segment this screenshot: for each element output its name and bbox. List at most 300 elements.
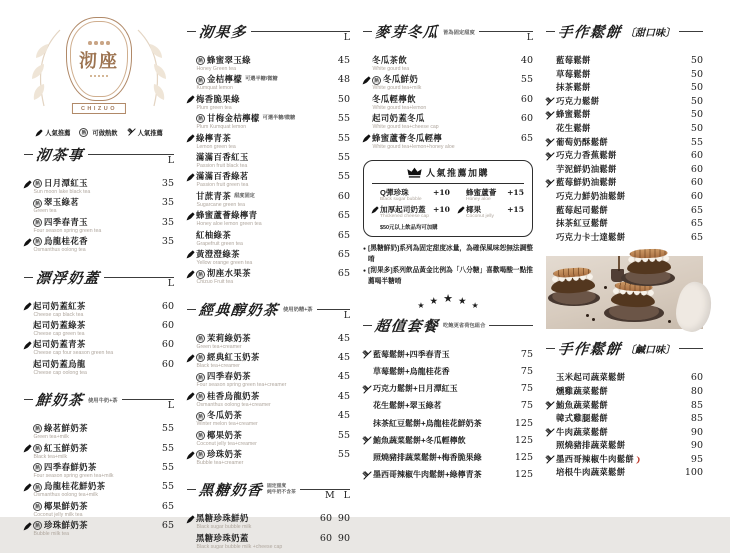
item-name-en: Sun moon lake black tea bbox=[33, 189, 91, 195]
popular-pen-icon bbox=[186, 95, 195, 104]
item-name-en: Cheese cap oolong tea bbox=[33, 369, 87, 376]
spicy-icon bbox=[635, 455, 641, 464]
menu-item bbox=[546, 124, 703, 133]
addon-name-en: Honey aloe bbox=[465, 196, 491, 202]
legend-popular-fork: 人氣推薦 bbox=[127, 128, 163, 137]
flavor-label: 〔甜口味〕 bbox=[625, 28, 675, 39]
item-name: 照燒豬排蔬菜鬆餅 bbox=[556, 440, 626, 451]
item-price: 65 bbox=[161, 500, 174, 512]
section-tea bbox=[24, 139, 174, 257]
item-name: 藍莓鮮奶油鬆餅 bbox=[556, 177, 617, 188]
popular-pen-icon bbox=[23, 302, 32, 311]
menu-item bbox=[187, 514, 350, 530]
item-name-en: White gourd tea+milk bbox=[372, 85, 422, 92]
menu-item bbox=[187, 431, 350, 447]
popular-pen-icon bbox=[186, 250, 195, 259]
menu-item bbox=[24, 179, 174, 195]
item-price: 55 bbox=[161, 423, 174, 435]
item-name: 金桔檸檬 bbox=[207, 74, 243, 85]
item-name: 鮪魚蔬菜鬆餅+冬瓜輕檸飲 bbox=[373, 435, 466, 445]
popular-pen-icon bbox=[186, 451, 195, 460]
hot-available-icon: 熱 bbox=[196, 270, 205, 279]
item-name-en: Cheese cap black tea bbox=[33, 311, 84, 318]
item-note: 甜度固定 bbox=[234, 192, 255, 199]
item-name: 茉莉綠奶茶 bbox=[207, 332, 251, 343]
item-name: 黑糖珍珠奶蓋 bbox=[196, 532, 249, 543]
item-price: 80 bbox=[690, 385, 703, 397]
hot-available-icon: 熱 bbox=[196, 392, 205, 401]
item-name: 經典紅玉奶茶 bbox=[207, 352, 260, 363]
menu-item bbox=[187, 534, 350, 550]
item-name-en: Cheese cap four season green tea bbox=[33, 350, 114, 357]
item-name-en: Coconut jelly tea+creamer bbox=[196, 440, 257, 447]
item-name: 紅玉鮮奶茶 bbox=[44, 442, 88, 453]
menu-item bbox=[187, 353, 350, 369]
size-label: L bbox=[167, 155, 174, 166]
item-name: 藍莓鬆餅 bbox=[556, 55, 591, 65]
item-name: 草莓鬆餅+烏龍桂花香 bbox=[373, 367, 450, 377]
hot-available-icon: 熱 bbox=[79, 128, 88, 137]
menu-item bbox=[187, 334, 350, 350]
menu-item bbox=[24, 502, 174, 518]
addon-item bbox=[458, 188, 524, 205]
popular-pen-icon bbox=[186, 270, 195, 279]
popular-pen-icon bbox=[23, 238, 32, 247]
hot-available-icon: 熱 bbox=[196, 431, 205, 440]
section-title: 經典醇奶茶 bbox=[198, 301, 280, 319]
item-name: 巧克力鮮奶油鬆餅 bbox=[556, 190, 626, 201]
item-name-en: Sugarcane green tea bbox=[196, 201, 245, 208]
item-price: 65 bbox=[161, 520, 174, 532]
popular-fork-icon bbox=[545, 455, 554, 464]
item-price: 90 bbox=[690, 426, 703, 438]
section-title: 手作鬆餅 bbox=[557, 24, 623, 41]
item-price: 60 bbox=[690, 163, 703, 175]
item-name-en: Honey Green tea bbox=[196, 66, 237, 72]
item-price: 55 bbox=[161, 442, 174, 454]
item-price: 60 bbox=[161, 358, 174, 370]
menu-item bbox=[363, 470, 533, 479]
item-name: 葡萄奶酥鬆餅 bbox=[556, 136, 609, 147]
note-text: [沏果多]系列飲品黃金比例為「八分糖」喜歡喝酸一點推薦喝半糖唷 bbox=[368, 267, 533, 286]
item-price: 90 bbox=[690, 440, 703, 452]
item-name: 翠玉綠茗 bbox=[44, 197, 80, 208]
item-price: 65 bbox=[337, 268, 350, 280]
item-price: 45 bbox=[337, 371, 350, 383]
item-name: 紅柚綠茶 bbox=[196, 229, 232, 240]
menu-item bbox=[187, 192, 350, 208]
item-price: 45 bbox=[337, 55, 350, 66]
menu-note bbox=[363, 266, 533, 287]
item-name: 起司奶蓋烏龍 bbox=[33, 358, 86, 369]
section-title: 手作鬆餅 bbox=[557, 341, 623, 359]
addon-price: +10 bbox=[433, 187, 450, 197]
item-name-en: Yellow orange green tea bbox=[196, 259, 253, 266]
item-name: 冬瓜奶茶 bbox=[207, 410, 243, 421]
menu-item bbox=[546, 428, 703, 437]
item-name: 冬瓜茶飲 bbox=[372, 55, 408, 65]
item-name-en: Passion fruit green tea bbox=[196, 182, 249, 189]
popular-fork-icon bbox=[545, 97, 554, 106]
hot-available-icon: 熱 bbox=[372, 76, 381, 85]
crown-icon bbox=[407, 167, 422, 178]
item-name-en: Plum green tea bbox=[196, 104, 232, 111]
badge-subdots bbox=[90, 75, 109, 78]
menu-item bbox=[546, 233, 703, 242]
badge-dots bbox=[88, 41, 110, 45]
legend-hot-drink: 熱 可做熱飲 bbox=[79, 128, 117, 137]
menu-item bbox=[363, 75, 533, 91]
section-fresh-milk-tea bbox=[24, 384, 174, 540]
item-price: 60 bbox=[690, 177, 703, 189]
item-price: 50 bbox=[337, 93, 350, 105]
item-name-en: Passion fruit black tea bbox=[196, 162, 248, 169]
menu-item bbox=[546, 401, 703, 410]
addon-price: +15 bbox=[507, 187, 524, 197]
size-label: M L bbox=[324, 490, 350, 502]
item-name: 牛肉蔬菜鬆餅 bbox=[556, 426, 609, 437]
item-name: 椰果奶茶 bbox=[207, 429, 243, 440]
item-name-en: White gourd tea+lemon+honey aloe bbox=[372, 143, 455, 150]
item-price: 75 bbox=[520, 366, 533, 378]
menu-item bbox=[363, 419, 533, 428]
menu-item bbox=[24, 218, 174, 234]
popular-pen-icon bbox=[186, 134, 195, 143]
item-name-en: Green tea+milk bbox=[33, 434, 69, 441]
popular-fork-icon bbox=[545, 179, 554, 188]
item-price: 45 bbox=[337, 390, 350, 402]
menu-item bbox=[187, 269, 350, 285]
legend-row bbox=[24, 128, 174, 137]
hot-available-icon: 熱 bbox=[196, 334, 205, 343]
popular-pen-icon bbox=[186, 392, 195, 401]
popular-fork-icon bbox=[545, 401, 554, 410]
menu-item bbox=[187, 75, 350, 91]
item-price: 60 bbox=[690, 190, 703, 202]
item-price: 55 bbox=[161, 461, 174, 473]
menu-item bbox=[187, 95, 350, 111]
item-name: 蜂蜜鬆餅 bbox=[556, 109, 591, 120]
item-price: 85 bbox=[690, 413, 703, 425]
menu-item bbox=[546, 151, 703, 160]
hot-available-icon: 熱 bbox=[33, 218, 42, 227]
hot-available-icon: 熱 bbox=[196, 56, 205, 65]
section-subtitle: 使用奶精+茶 bbox=[283, 307, 313, 314]
hot-available-icon: 熱 bbox=[33, 424, 42, 433]
item-name: 黃澄澄綠茶 bbox=[196, 248, 240, 259]
popular-fork-icon bbox=[545, 152, 554, 161]
popular-pen-icon bbox=[186, 212, 195, 221]
item-price: 40 bbox=[520, 55, 533, 66]
menu-item bbox=[24, 463, 174, 479]
item-name: 桂香烏龍奶茶 bbox=[207, 390, 260, 401]
section-subtitle: 固定甜度 純牛奶不含茶 bbox=[267, 483, 296, 495]
item-name: 梅香脆果綠 bbox=[196, 93, 240, 104]
menu-item bbox=[24, 237, 174, 253]
menu-item bbox=[363, 401, 533, 410]
item-price: 55 bbox=[337, 132, 350, 144]
item-name-en: Lemon green tea bbox=[196, 143, 236, 150]
item-price: 55 bbox=[337, 429, 350, 441]
popular-pen-icon bbox=[23, 522, 32, 531]
menu-item bbox=[24, 321, 174, 337]
item-name-en: Bubble milk tea bbox=[33, 531, 69, 538]
item-name: 抹茶紅豆鬆餅 bbox=[556, 218, 609, 229]
addon-box bbox=[363, 160, 533, 237]
five-stars: ★ ★ ★ ★ ★ bbox=[417, 292, 479, 310]
item-price: 60 bbox=[161, 339, 174, 351]
item-name: 起司奶蓋綠茶 bbox=[33, 319, 86, 330]
popular-pen-icon bbox=[23, 483, 32, 492]
item-price: 35 bbox=[161, 236, 174, 248]
item-name: 照燒豬排蔬菜鬆餅+梅香脆果綠 bbox=[373, 452, 482, 462]
menu-item bbox=[363, 134, 533, 150]
item-price: 65 bbox=[690, 218, 703, 230]
item-price: 60 bbox=[520, 93, 533, 105]
section-subtitle: 吃飽更省荷包組合 bbox=[443, 323, 486, 330]
menu-item bbox=[187, 231, 350, 247]
item-price: 60 bbox=[337, 190, 350, 202]
addon-name: 椰果 bbox=[465, 205, 482, 215]
menu-item bbox=[363, 367, 533, 376]
item-name-en: Winter melon tea+creamer bbox=[196, 421, 258, 428]
addon-name-en: Thickened cheese cap bbox=[380, 214, 429, 220]
item-name-en: White gourd tea+cheese cap bbox=[372, 124, 439, 131]
section-title: 沏茶事 bbox=[35, 147, 85, 164]
brand-name: 沏座 bbox=[79, 50, 119, 72]
fork-icon bbox=[127, 128, 136, 137]
item-name-en: Green tea bbox=[33, 208, 57, 215]
item-name-en: Kumquat lemon bbox=[196, 85, 233, 92]
item-name: 墨西哥辣椒牛肉鬆餅+綠檸青茶 bbox=[373, 470, 482, 480]
item-price: 50 bbox=[690, 68, 703, 80]
item-name: 珍珠奶茶 bbox=[207, 449, 243, 460]
item-name-en: Four season spring green tea bbox=[33, 227, 102, 234]
item-name: 巧克力鬆餅+日月潭紅玉 bbox=[373, 384, 458, 394]
popular-pen-icon bbox=[457, 206, 466, 215]
menu-notes bbox=[363, 244, 533, 289]
popular-pen-icon bbox=[186, 354, 195, 363]
addon-name: 蜂蜜蘆薈 bbox=[465, 187, 497, 197]
item-price: 48 bbox=[337, 74, 350, 86]
menu-item bbox=[546, 110, 703, 119]
menu-item bbox=[546, 468, 703, 477]
section-subtitle: 皆為固定甜度 bbox=[443, 29, 475, 36]
menu-item bbox=[546, 56, 703, 65]
item-price: 95 bbox=[690, 453, 703, 465]
item-name: 巧克力鬆餅 bbox=[556, 95, 600, 106]
menu-item bbox=[187, 134, 350, 150]
section-classic-milk-tea bbox=[187, 294, 350, 470]
menu-item bbox=[363, 350, 533, 359]
item-name-en: Grapefruit green tea bbox=[196, 240, 243, 247]
item-price: 50 bbox=[690, 95, 703, 107]
section-title: 鮮奶茶 bbox=[35, 392, 85, 410]
addon-title: 人氣推薦加購 bbox=[372, 166, 524, 184]
menu-item bbox=[546, 455, 703, 464]
menu-item bbox=[546, 414, 703, 423]
menu-item bbox=[24, 198, 174, 214]
item-name: 起司奶蓋冬瓜 bbox=[372, 113, 425, 124]
item-name: 四季春鮮奶茶 bbox=[44, 461, 97, 472]
item-price: 55 bbox=[337, 113, 350, 125]
item-price: 65 bbox=[337, 210, 350, 222]
item-price: 60 bbox=[319, 513, 332, 525]
item-name: 滿滿百香綠茗 bbox=[196, 171, 249, 182]
item-name-en: Four season spring green tea+milk bbox=[33, 472, 114, 479]
item-name-en: Cheese cap green tea bbox=[33, 330, 85, 337]
item-price: 65 bbox=[690, 204, 703, 216]
item-name: 起司奶蓋青茶 bbox=[33, 339, 86, 350]
item-price: 60 bbox=[161, 300, 174, 312]
menu-item bbox=[187, 211, 350, 227]
item-name: 蜂蜜翠玉綠 bbox=[207, 55, 251, 65]
item-name-en: Bubble tea+creamer bbox=[196, 460, 244, 467]
item-name: 墨西哥辣椒牛肉鬆餅 bbox=[556, 453, 635, 464]
brand-logo bbox=[24, 16, 174, 122]
item-name-en: Osmanthus oolong tea+milk bbox=[33, 492, 98, 499]
hot-available-icon: 熱 bbox=[33, 463, 42, 472]
item-name: 珍珠鮮奶茶 bbox=[44, 520, 88, 531]
size-label: L bbox=[526, 32, 533, 43]
menu-item bbox=[187, 56, 350, 72]
item-price: 125 bbox=[514, 469, 533, 481]
item-name: 花生鬆餅 bbox=[556, 122, 591, 133]
menu-item bbox=[24, 424, 174, 440]
section-winter-melon bbox=[363, 16, 533, 153]
addon-price: +15 bbox=[507, 205, 524, 215]
menu-item bbox=[187, 411, 350, 427]
popular-fork-icon bbox=[545, 138, 554, 147]
menu-item bbox=[187, 250, 350, 266]
menu-item bbox=[363, 453, 533, 462]
item-price-large: 90 bbox=[337, 513, 350, 525]
addon-name: Q彈珍珠 bbox=[380, 187, 409, 197]
section-title: 麥芽冬瓜 bbox=[374, 24, 440, 41]
item-name-en: Green tea+creamer bbox=[196, 343, 242, 350]
item-price: 100 bbox=[684, 467, 703, 479]
item-name-en: Plum Kumquat lemon bbox=[196, 124, 247, 131]
menu-item bbox=[363, 95, 533, 111]
menu-item bbox=[187, 114, 350, 130]
section-brown-sugar bbox=[187, 474, 350, 553]
addon-item bbox=[372, 205, 450, 222]
menu-item bbox=[24, 444, 174, 460]
item-note: 可選半糖/微糖 bbox=[262, 115, 296, 122]
menu-item bbox=[363, 384, 533, 393]
menu-note bbox=[363, 244, 533, 265]
item-price: 60 bbox=[690, 150, 703, 162]
hot-available-icon: 熱 bbox=[33, 444, 42, 453]
hot-available-icon: 熱 bbox=[196, 76, 205, 85]
item-price: 60 bbox=[520, 113, 533, 125]
item-price: 125 bbox=[514, 434, 533, 446]
section-cheese-cap bbox=[24, 262, 174, 380]
brand-roman-name: CHIZUO bbox=[72, 103, 126, 114]
item-name-en: Osmanthus oolong tea bbox=[33, 247, 86, 254]
item-name: 燻雞蔬菜鬆餅 bbox=[556, 385, 609, 396]
menu-item bbox=[363, 436, 533, 445]
item-note: 可選半糖/微糖 bbox=[245, 76, 278, 83]
popular-fork-icon bbox=[545, 111, 554, 120]
popular-pen-icon bbox=[23, 341, 32, 350]
item-name: 藍莓鬆餅+四季春青玉 bbox=[373, 349, 450, 359]
hot-available-icon: 熱 bbox=[33, 521, 42, 530]
popular-pen-icon bbox=[371, 206, 380, 215]
hot-available-icon: 熱 bbox=[196, 450, 205, 459]
popular-fork-icon bbox=[362, 385, 371, 394]
item-price: 45 bbox=[337, 352, 350, 364]
menu-item bbox=[24, 360, 174, 376]
item-name: 蜂蜜蘆薈綠檸青 bbox=[196, 210, 258, 221]
popular-pen-icon bbox=[23, 180, 32, 189]
legend-popular-pen: 人氣推薦 bbox=[35, 128, 70, 137]
item-price: 35 bbox=[161, 197, 174, 209]
hot-available-icon: 熱 bbox=[33, 199, 42, 208]
item-name: 抹茶紅豆鬆餅+烏龍桂花鮮奶茶 bbox=[373, 418, 482, 428]
item-name: 草莓鬆餅 bbox=[556, 68, 591, 79]
item-name: 椰果鮮奶茶 bbox=[44, 500, 88, 511]
addon-footnote: $50元以上飲品均可加購 bbox=[380, 224, 438, 231]
size-label: L bbox=[167, 400, 174, 412]
section-combo bbox=[363, 310, 533, 488]
item-name-en: Four season spring green tea+creamer bbox=[196, 382, 287, 389]
item-name-en: Osmanthus oolong tea+creamer bbox=[196, 401, 271, 408]
menu-item bbox=[546, 165, 703, 174]
item-name: 冬瓜鮮奶 bbox=[383, 74, 419, 85]
item-name: 甘蔗青茶 bbox=[196, 190, 232, 201]
item-name: 日月潭紅玉 bbox=[44, 178, 88, 188]
hot-available-icon: 熱 bbox=[33, 179, 42, 188]
item-price: 50 bbox=[690, 55, 703, 66]
popular-pen-icon bbox=[362, 76, 371, 85]
hot-available-icon: 熱 bbox=[33, 502, 42, 511]
item-price: 55 bbox=[337, 449, 350, 461]
popular-pen-icon bbox=[186, 173, 195, 182]
menu-item bbox=[24, 340, 174, 356]
popular-fork-icon bbox=[362, 471, 371, 480]
item-name: 烏龍桂花鮮奶茶 bbox=[44, 481, 106, 492]
item-name: 巧克力香蕉鬆餅 bbox=[556, 150, 617, 161]
item-name: 四季春奶茶 bbox=[207, 371, 251, 382]
hot-available-icon: 熱 bbox=[196, 373, 205, 382]
item-name-en: Black tea+creamer bbox=[196, 363, 240, 370]
item-price: 35 bbox=[161, 216, 174, 228]
item-name: 綠檸青茶 bbox=[196, 132, 232, 143]
item-name: 沏座水果茶 bbox=[207, 268, 251, 279]
item-name-en: Chizuo Fruit tea bbox=[196, 279, 234, 286]
leaf-decoration-icon bbox=[26, 24, 66, 114]
addon-name-en: Black sugar bubble bbox=[380, 196, 422, 202]
menu-item bbox=[546, 178, 703, 187]
item-name: 藍莓起司鬆餅 bbox=[556, 204, 609, 215]
addon-item bbox=[458, 205, 524, 222]
hot-available-icon: 熱 bbox=[196, 114, 205, 123]
flavor-label: 〔鹹口味〕 bbox=[625, 345, 675, 357]
menu-item bbox=[546, 387, 703, 396]
brand-badge bbox=[66, 17, 132, 101]
item-price: 55 bbox=[520, 74, 533, 86]
addon-name: 加厚起司奶蓋 bbox=[380, 205, 426, 215]
menu-item bbox=[363, 114, 533, 130]
item-name-en: Coconut jelly milk tea bbox=[33, 511, 83, 518]
leaf-decoration-icon bbox=[132, 24, 172, 114]
item-price: 55 bbox=[337, 171, 350, 183]
item-price: 45 bbox=[337, 332, 350, 344]
item-name-en: Black sugar bubble milk bbox=[196, 524, 252, 531]
menu-item bbox=[187, 172, 350, 188]
menu-item bbox=[546, 97, 703, 106]
